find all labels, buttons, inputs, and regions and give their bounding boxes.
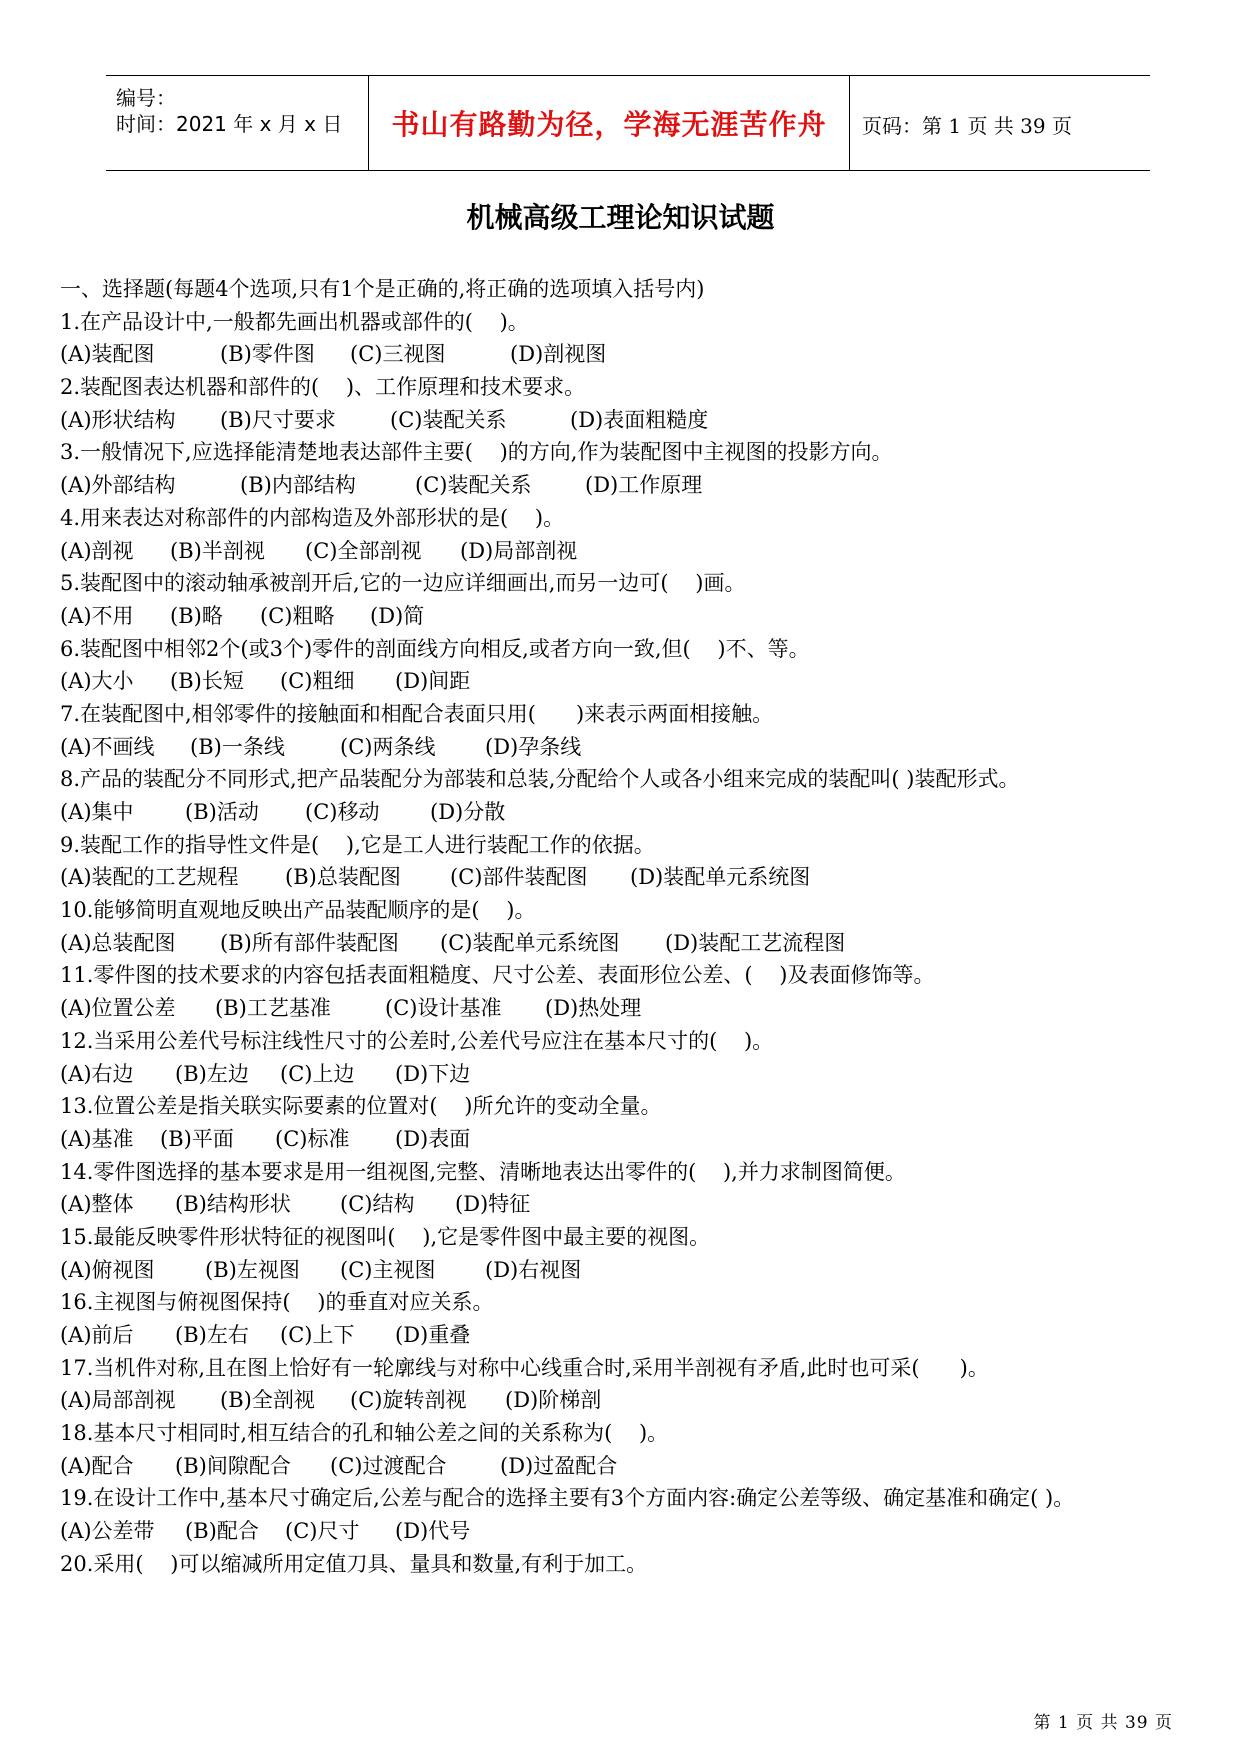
answer-option: (B)尺寸要求 bbox=[220, 407, 336, 432]
answer-option: (A)总装配图 bbox=[60, 930, 176, 955]
section-heading: 一、选择题(每题4个选项,只有1个是正确的,将正确的选项填入括号内) bbox=[60, 277, 705, 301]
question-text: 19.在设计工作中,基本尺寸确定后,公差与配合的选择主要有3个方面内容:确定公差等级、确定基准和确定( )。 bbox=[60, 1486, 1075, 1511]
answer-options bbox=[60, 1188, 1190, 1221]
answer-option: (D)热处理 bbox=[545, 996, 642, 1021]
answer-option: (B)全剖视 bbox=[220, 1388, 315, 1413]
answer-option: (B)零件图 bbox=[220, 342, 315, 367]
answer-option: (C)标准 bbox=[275, 1126, 350, 1151]
answer-option: (A)外部结构 bbox=[60, 473, 176, 498]
answer-option: (C)旋转剖视 bbox=[350, 1388, 467, 1413]
question-text: 9.装配工作的指导性文件是( ),它是工人进行装配工作的依据。 bbox=[60, 832, 655, 857]
page-footer: 第 1 页 共 39 页 bbox=[1033, 1713, 1173, 1733]
answer-option: (C)过渡配合 bbox=[330, 1453, 447, 1478]
answer-option: (D)阶梯剖 bbox=[505, 1388, 602, 1413]
answer-option: (D)过盈配合 bbox=[500, 1453, 618, 1478]
question-text: 5.装配图中的滚动轴承被剖开后,它的一边应详细画出,而另一边可( )画。 bbox=[60, 571, 746, 596]
answer-option: (C)部件装配图 bbox=[450, 865, 588, 890]
question-text: 18.基本尺寸相同时,相互结合的孔和轴公差之间的关系称为( )。 bbox=[60, 1421, 669, 1446]
question-text: 6.装配图中相邻2个(或3个)零件的剖面线方向相反,或者方向一致,但( )不、等。 bbox=[60, 636, 810, 661]
answer-option: (C)上下 bbox=[280, 1323, 355, 1348]
answer-options bbox=[60, 600, 1190, 633]
motto-text: 书山有路勤为径，学海无涯苦作舟 bbox=[391, 108, 827, 141]
answer-option: (A)整体 bbox=[60, 1192, 134, 1217]
header-page-number: 页码：第 1 页 共 39 页 bbox=[862, 114, 1072, 138]
document-date-label: 时间：2021 年 x 月 x 日 bbox=[116, 112, 343, 136]
answer-option: (A)装配的工艺规程 bbox=[60, 865, 239, 890]
document-number-label: 编号： bbox=[116, 86, 176, 110]
answer-option: (A)俯视图 bbox=[60, 1257, 155, 1282]
answer-option: (A)集中 bbox=[60, 800, 134, 825]
answer-option: (C)主视图 bbox=[340, 1257, 436, 1282]
answer-options bbox=[60, 1319, 1190, 1352]
header-page-cell bbox=[850, 76, 1150, 170]
question-text: 15.最能反映零件形状特征的视图叫( ),它是零件图中最主要的视图。 bbox=[60, 1224, 711, 1249]
answer-option: (A)右边 bbox=[60, 1061, 134, 1086]
answer-option: (D)特征 bbox=[455, 1192, 531, 1217]
answer-options bbox=[60, 1123, 1190, 1156]
answer-options bbox=[60, 1058, 1190, 1091]
question-text: 2.装配图表达机器和部件的( )、工作原理和技术要求。 bbox=[60, 375, 586, 400]
question-text: 3.一般情况下,应选择能清楚地表达部件主要( )的方向,作为装配图中主视图的投影方向。 bbox=[60, 440, 893, 465]
answer-option: (A)位置公差 bbox=[60, 996, 176, 1021]
answer-option: (C)尺寸 bbox=[285, 1519, 360, 1544]
answer-options bbox=[60, 796, 1190, 829]
answer-options bbox=[60, 861, 1190, 894]
answer-option: (B)总装配图 bbox=[285, 865, 401, 890]
answer-option: (D)孕条线 bbox=[485, 734, 582, 759]
answer-option: (D)装配单元系统图 bbox=[630, 865, 811, 890]
answer-option: (D)分散 bbox=[430, 800, 506, 825]
question-text: 8.产品的装配分不同形式,把产品装配分为部装和总装,分配给个人或各小组来完成的装配叫( )装配形式。 bbox=[60, 767, 1020, 792]
answer-options bbox=[60, 338, 1190, 371]
answer-option: (B)长短 bbox=[170, 669, 244, 694]
answer-option: (C)全部剖视 bbox=[305, 538, 422, 563]
answer-option: (B)左视图 bbox=[205, 1257, 300, 1282]
question-text: 13.位置公差是指关联实际要素的位置对( )所允许的变动全量。 bbox=[60, 1094, 662, 1119]
answer-option: (A)不画线 bbox=[60, 734, 155, 759]
answer-option: (D)代号 bbox=[395, 1519, 471, 1544]
question-text: 11.零件图的技术要求的内容包括表面粗糙度、尺寸公差、表面形位公差、( )及表面修饰等。 bbox=[60, 963, 935, 988]
answer-option: (D)右视图 bbox=[485, 1257, 582, 1282]
question-text: 17.当机件对称,且在图上恰好有一轮廓线与对称中心线重合时,采用半剖视有矛盾,此时也可采( )。 bbox=[60, 1355, 989, 1380]
answer-options bbox=[60, 469, 1190, 502]
page-header bbox=[106, 75, 1150, 171]
answer-option: (A)装配图 bbox=[60, 342, 155, 367]
answer-option: (B)内部结构 bbox=[240, 473, 356, 498]
answer-option: (A)公差带 bbox=[60, 1519, 155, 1544]
answer-option: (C)移动 bbox=[305, 800, 380, 825]
answer-option: (B)配合 bbox=[185, 1519, 259, 1544]
question-text: 12.当采用公差代号标注线性尺寸的公差时,公差代号应注在基本尺寸的( )。 bbox=[60, 1028, 774, 1053]
answer-options bbox=[60, 1254, 1190, 1287]
answer-option: (C)设计基准 bbox=[385, 996, 502, 1021]
answer-option: (D)重叠 bbox=[395, 1323, 471, 1348]
document-title: 机械高级工理论知识试题 bbox=[466, 201, 775, 234]
header-meta-cell bbox=[106, 76, 369, 170]
answer-options bbox=[60, 535, 1190, 568]
answer-option: (D)表面 bbox=[395, 1126, 471, 1151]
answer-option: (B)间隙配合 bbox=[175, 1453, 291, 1478]
answer-option: (C)三视图 bbox=[350, 342, 446, 367]
answer-option: (A)前后 bbox=[60, 1323, 134, 1348]
answer-option: (A)形状结构 bbox=[60, 407, 176, 432]
answer-option: (D)间距 bbox=[395, 669, 471, 694]
answer-option: (B)结构形状 bbox=[175, 1192, 291, 1217]
question-list bbox=[60, 273, 1190, 1581]
answer-option: (B)左边 bbox=[175, 1061, 249, 1086]
answer-option: (D)剖视图 bbox=[510, 342, 607, 367]
answer-option: (A)不用 bbox=[60, 603, 134, 628]
answer-option: (B)活动 bbox=[185, 800, 259, 825]
answer-options bbox=[60, 992, 1190, 1025]
answer-option: (C)装配单元系统图 bbox=[440, 930, 620, 955]
answer-options bbox=[60, 1450, 1190, 1483]
answer-option: (C)粗细 bbox=[280, 669, 355, 694]
answer-option: (C)粗略 bbox=[260, 603, 335, 628]
answer-option: (C)上边 bbox=[280, 1061, 355, 1086]
answer-option: (B)平面 bbox=[160, 1126, 234, 1151]
answer-option: (D)装配工艺流程图 bbox=[665, 930, 846, 955]
answer-option: (A)局部剖视 bbox=[60, 1388, 176, 1413]
answer-option: (D)工作原理 bbox=[585, 473, 703, 498]
answer-option: (B)工艺基准 bbox=[215, 996, 331, 1021]
question-text: 4.用来表达对称部件的内部构造及外部形状的是( )。 bbox=[60, 505, 565, 530]
header-motto-cell bbox=[369, 76, 850, 170]
answer-option: (B)半剖视 bbox=[170, 538, 265, 563]
answer-option: (B)左右 bbox=[175, 1323, 249, 1348]
answer-option: (B)所有部件装配图 bbox=[220, 930, 399, 955]
question-text: 20.采用( )可以缩减所用定值刀具、量具和数量,有利于加工。 bbox=[60, 1551, 648, 1576]
answer-options bbox=[60, 927, 1190, 960]
answer-options bbox=[60, 731, 1190, 764]
answer-option: (D)下边 bbox=[395, 1061, 471, 1086]
question-text: 7.在装配图中,相邻零件的接触面和相配合表面只用( )来表示两面相接触。 bbox=[60, 701, 774, 726]
answer-option: (C)结构 bbox=[340, 1192, 415, 1217]
question-text: 14.零件图选择的基本要求是用一组视图,完整、清晰地表达出零件的( ),并力求制图简便。 bbox=[60, 1159, 906, 1184]
answer-option: (B)一条线 bbox=[190, 734, 285, 759]
answer-option: (D)局部剖视 bbox=[460, 538, 578, 563]
answer-option: (B)略 bbox=[170, 603, 223, 628]
answer-options bbox=[60, 1384, 1190, 1417]
answer-option: (A)配合 bbox=[60, 1453, 134, 1478]
question-text: 1.在产品设计中,一般都先画出机器或部件的( )。 bbox=[60, 309, 529, 334]
answer-option: (C)两条线 bbox=[340, 734, 436, 759]
question-text: 16.主视图与俯视图保持( )的垂直对应关系。 bbox=[60, 1290, 494, 1315]
answer-option: (C)装配关系 bbox=[415, 473, 532, 498]
answer-option: (A)基准 bbox=[60, 1126, 134, 1151]
answer-options bbox=[60, 1515, 1190, 1548]
answer-option: (A)大小 bbox=[60, 669, 134, 694]
answer-options bbox=[60, 404, 1190, 437]
answer-options bbox=[60, 665, 1190, 698]
answer-option: (D)表面粗糙度 bbox=[570, 407, 709, 432]
question-text: 10.能够简明直观地反映出产品装配顺序的是( )。 bbox=[60, 898, 536, 923]
answer-option: (A)剖视 bbox=[60, 538, 134, 563]
answer-option: (C)装配关系 bbox=[390, 407, 507, 432]
answer-option: (D)简 bbox=[370, 603, 425, 628]
